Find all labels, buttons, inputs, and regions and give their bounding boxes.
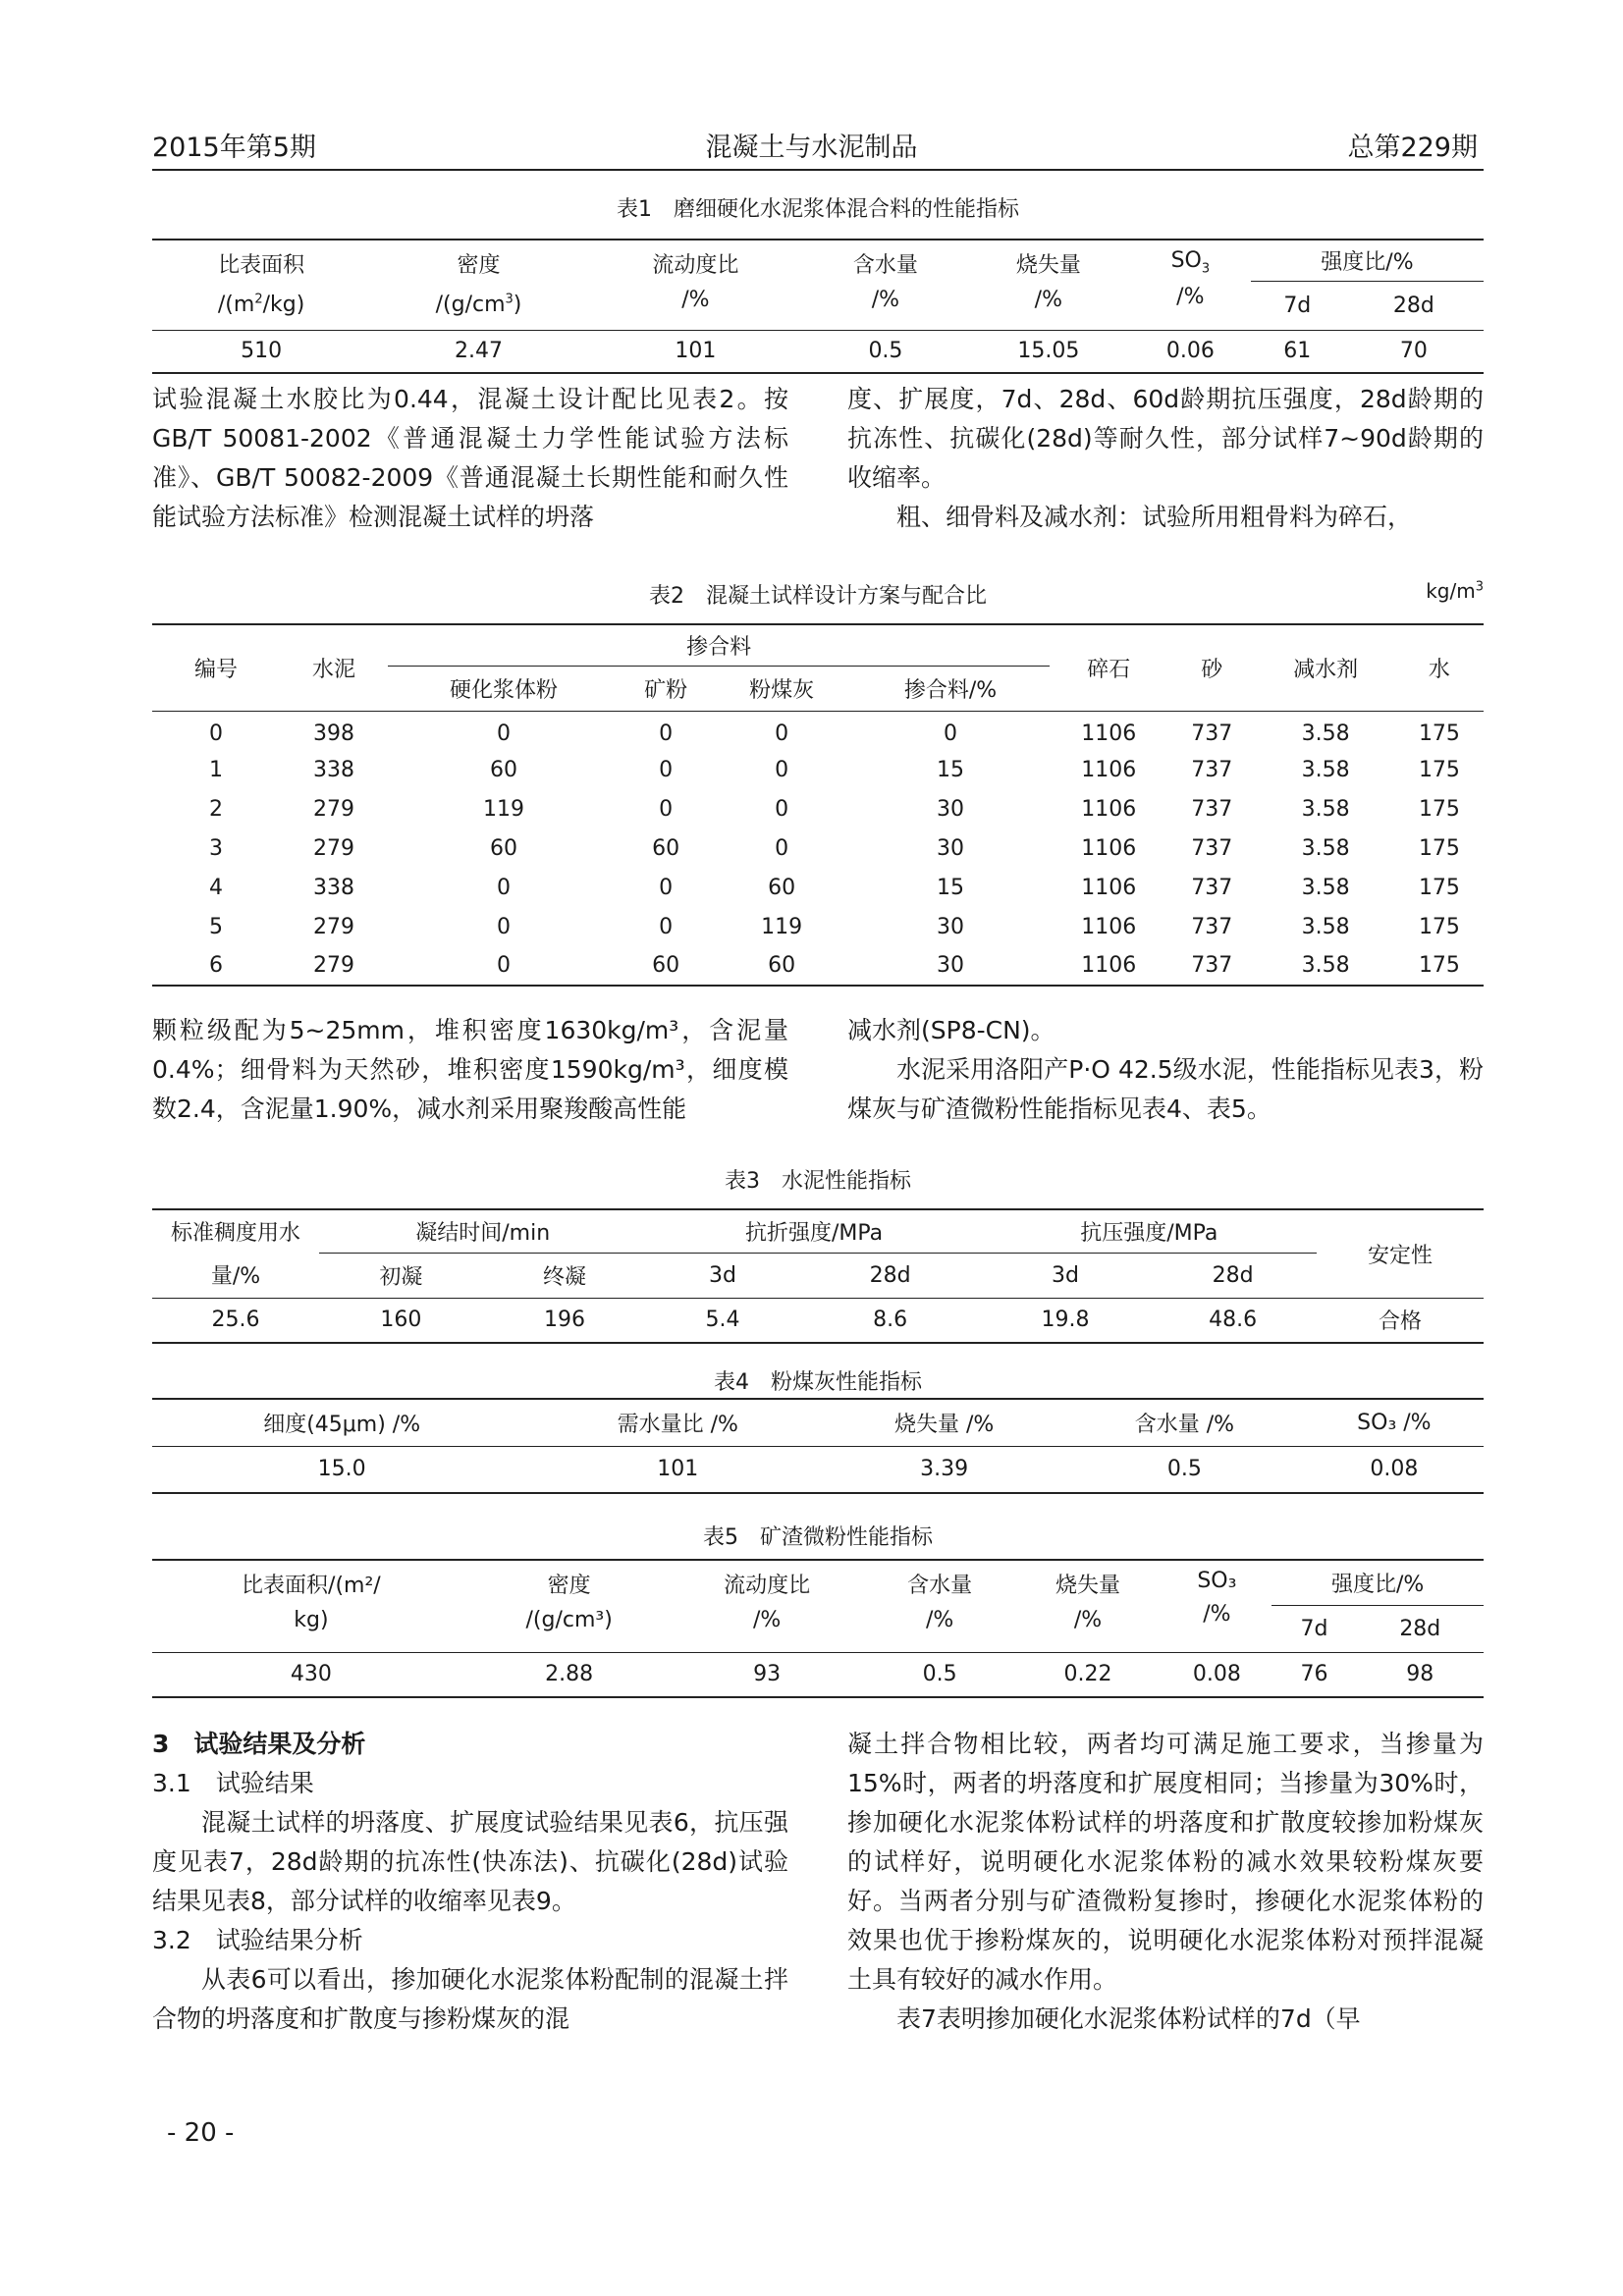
t5-h: 流动度比 /% — [724, 1574, 811, 1632]
t2-cell: 60 — [768, 875, 796, 900]
t3-h-sub: 初凝 — [379, 1264, 423, 1290]
t1-h-so3: $SO_3$ /% — [1170, 248, 1211, 310]
t1-row — [152, 330, 1484, 373]
t2-h: 硬化浆体粉 — [449, 677, 558, 703]
t4-cell: 0.5 — [1166, 1457, 1202, 1482]
t2-cell: 1 — [209, 757, 223, 782]
journal-issue: 2015年第5期 — [152, 133, 316, 163]
t3-cell: 196 — [544, 1308, 586, 1333]
table2-unit: $kg/m^3$ — [1426, 579, 1484, 603]
t2-cell: 0 — [496, 875, 511, 900]
t2-cell: 30 — [937, 953, 965, 978]
t4-cell: 3.39 — [920, 1457, 969, 1482]
section3-left: 3 试验结果及分析 3.1 试验结果 混凝土试样的坍落度、扩展度试验结果见表6，抗压强度见表7，28d龄期的抗冻性(快冻法)、抗碳化(28d)试验结果见表8，部分试样的收缩率见表9。 3.2 试验结果分析 从表6可以看出，掺加硬化水泥浆体粉配制的混凝土拌合物的坍落度和扩散度与掺粉煤灰的混 — [152, 1725, 788, 2039]
page-number: - 20 - — [167, 2118, 235, 2148]
t3-h-sub: 3d — [1051, 1262, 1079, 1288]
t5-row — [152, 1652, 1484, 1697]
t2-cell: 0 — [659, 914, 674, 939]
t2-cell: 30 — [937, 835, 965, 861]
t2-cell: 3.58 — [1301, 721, 1350, 746]
t2-cell: 0 — [496, 953, 511, 978]
t3-row — [152, 1298, 1484, 1343]
t5-cell: 0.5 — [922, 1662, 957, 1687]
t2-h: 水 — [1428, 657, 1450, 682]
subsection-heading: 3.2 试验结果分析 — [152, 1926, 363, 1954]
t1-h-density: 密度 $/(g/cm^3)$ — [435, 253, 522, 318]
t5-cell: 76 — [1300, 1662, 1328, 1687]
t3-h-sub: 终凝 — [543, 1264, 587, 1290]
t3-cell: 48.6 — [1209, 1308, 1258, 1333]
table2-body — [152, 711, 1484, 986]
t2-cell: 175 — [1418, 796, 1460, 822]
t4-h: SO₃ /% — [1357, 1410, 1432, 1435]
t2-cell: 398 — [313, 721, 354, 746]
table5-caption: 表5 矿渣微粉性能指标 — [703, 1525, 933, 1550]
t2-cell: 1106 — [1081, 914, 1137, 939]
t5-cell: 93 — [753, 1662, 782, 1687]
t2-cell: 737 — [1191, 721, 1233, 746]
t4-h: 细度(45μm) /% — [263, 1412, 421, 1437]
t3-cell: 19.8 — [1041, 1308, 1090, 1333]
t2-cell: 0 — [659, 757, 674, 782]
t3-h-sub: 28d — [1212, 1262, 1254, 1288]
t2-h: 矿粉 — [644, 677, 688, 703]
text2-left: 颗粒级配为5~25mm，堆积密度1630kg/m³，含泥量0.4%；细骨料为天然砂，堆积密度1590kg/m³，细度模数2.4，含泥量1.90%，减水剂采用聚羧酸高性能 — [152, 1016, 788, 1123]
t2-cell: 338 — [313, 875, 354, 900]
t4-cell: 0.08 — [1370, 1457, 1419, 1482]
t3-cell: 5.4 — [705, 1308, 740, 1333]
t2-cell: 338 — [313, 757, 354, 782]
t5-h: 密度 /(g/cm³) — [525, 1574, 613, 1632]
t2-cell: 1106 — [1081, 796, 1137, 822]
t1-cell: 0.06 — [1165, 339, 1215, 364]
table-row — [152, 750, 1484, 789]
t2-cell: 3.58 — [1301, 835, 1350, 861]
t2-cell: 0 — [944, 721, 958, 746]
section3-right: 凝土拌合物相比较，两者均可满足施工要求，当掺量为15%时，两者的坍落度和扩展度相同；当掺量为30%时，掺加硬化水泥浆体粉试样的坍落度和扩散度较掺加粉煤灰的试样好，说明硬化水泥浆体粉的减水效果较粉煤灰要好。当两者分别与矿渣微粉复掺时，掺硬化水泥浆体粉的效果也优于掺粉煤灰的，说明硬化水泥浆体粉对预拌混凝土具有较好的减水作用。 表7表明掺加硬化水泥浆体粉试样的7d（早 — [847, 1730, 1484, 2033]
t2-cell: 3 — [209, 835, 223, 861]
t3-cell: 合格 — [1378, 1309, 1422, 1335]
t2-cell: 0 — [775, 721, 789, 746]
t2-cell: 175 — [1418, 757, 1460, 782]
text2-right: 减水剂(SP8-CN)。 水泥采用洛阳产P·O 42.5级水泥，性能指标见表3，粉煤灰与矿渣微粉性能指标见表4、表5。 — [847, 1016, 1484, 1123]
t2-cell: 175 — [1418, 875, 1460, 900]
t2-cell: 737 — [1191, 835, 1233, 861]
t2-cell: 737 — [1191, 757, 1233, 782]
t2-h-group: 掺合料 — [388, 624, 1050, 666]
table4-caption: 表4 粉煤灰性能指标 — [714, 1370, 922, 1395]
t2-cell: 15 — [937, 875, 965, 900]
t2-cell: 0 — [496, 721, 511, 746]
t2-h: 掺合料/% — [903, 677, 998, 703]
t1-cell: 101 — [675, 339, 717, 364]
table2-caption: 表2 混凝土试样设计方案与配合比 — [649, 584, 987, 609]
t5-cell: 0.22 — [1063, 1662, 1112, 1687]
t2-cell: 60 — [652, 835, 680, 861]
t2-cell: 0 — [659, 721, 674, 746]
t2-cell: 175 — [1418, 721, 1460, 746]
t2-h: 减水剂 — [1293, 657, 1359, 682]
t5-h: 含水量 /% — [907, 1574, 973, 1632]
t3-h-consistency: 标准稠度用水 — [170, 1221, 300, 1246]
t2-cell: 119 — [761, 914, 803, 939]
t4-row — [152, 1446, 1484, 1493]
t3-h-soundness: 安定性 — [1367, 1243, 1433, 1268]
t2-cell: 279 — [313, 953, 354, 978]
t2-cell: 1106 — [1081, 953, 1137, 978]
t2-cell: 175 — [1418, 914, 1460, 939]
section-heading: 3 试验结果及分析 — [152, 1730, 366, 1758]
t3-h-sub: 3d — [708, 1262, 736, 1288]
t5-cell: 2.88 — [545, 1662, 594, 1687]
t2-h: 编号 — [193, 657, 238, 682]
t3-h-flexural: 抗折强度/MPa — [646, 1209, 981, 1253]
table-row — [152, 828, 1484, 868]
t2-cell: 60 — [489, 835, 517, 861]
table3-caption: 表3 水泥性能指标 — [725, 1169, 911, 1194]
t5-h: 烧失量 /% — [1055, 1574, 1121, 1632]
t3-h-compressive: 抗压强度/MPa — [982, 1209, 1317, 1253]
t2-cell: 737 — [1191, 875, 1233, 900]
t5-cell: 98 — [1406, 1662, 1434, 1687]
t2-h: 碎石 — [1087, 657, 1131, 682]
t4-cell: 101 — [657, 1457, 699, 1482]
t2-cell: 737 — [1191, 953, 1233, 978]
t2-cell: 0 — [775, 757, 789, 782]
t2-cell: 0 — [659, 796, 674, 822]
t2-cell: 60 — [652, 953, 680, 978]
subsection-heading: 3.1 试验结果 — [152, 1769, 314, 1797]
table-row — [152, 946, 1484, 986]
t2-cell: 3.58 — [1301, 796, 1350, 822]
t2-cell: 1106 — [1081, 757, 1137, 782]
t5-cell: 0.08 — [1192, 1662, 1241, 1687]
t2-cell: 3.58 — [1301, 953, 1350, 978]
t2-cell: 3.58 — [1301, 757, 1350, 782]
t1-cell: 2.47 — [455, 339, 503, 364]
t2-cell: 60 — [768, 953, 796, 978]
t1-h-28d: 28d — [1392, 293, 1434, 318]
table-row — [152, 868, 1484, 907]
t2-cell: 6 — [209, 953, 223, 978]
header-rule — [152, 169, 1484, 171]
t1-cell: 0.5 — [868, 339, 903, 364]
t2-cell: 1106 — [1081, 721, 1137, 746]
t1-h-7d: 7d — [1283, 293, 1312, 318]
text1-right: 度、扩展度，7d、28d、60d龄期抗压强度，28d龄期的抗冻性、抗碳化(28d)等耐久性，部分试样7~90d龄期的收缩率。 粗、细骨料及减水剂：试验所用粗骨料为碎石， — [847, 385, 1484, 531]
t1-cell: 510 — [241, 339, 283, 364]
t5-h-7d: 7d — [1300, 1616, 1328, 1641]
t2-h: 粉煤灰 — [749, 677, 815, 703]
t2-h: 水泥 — [311, 657, 355, 682]
t2-cell: 3.58 — [1301, 914, 1350, 939]
t2-cell: 5 — [209, 914, 223, 939]
t2-cell: 279 — [313, 835, 354, 861]
table-row — [152, 711, 1484, 750]
t1-h-ssa: 比表面积 $/(m^2/kg)$ — [217, 253, 305, 318]
table3 — [152, 1208, 1484, 1344]
table4 — [152, 1398, 1484, 1494]
t1-h-water: 含水量 /% — [852, 253, 918, 312]
t4-h: 需水量比 /% — [617, 1412, 738, 1437]
t2-cell: 279 — [313, 914, 354, 939]
journal-title: 混凝土与水泥制品 — [705, 133, 918, 163]
table-row — [152, 789, 1484, 828]
t3-cell: 25.6 — [211, 1308, 260, 1333]
t2-cell: 0 — [496, 914, 511, 939]
t2-cell: 737 — [1191, 796, 1233, 822]
t2-cell: 737 — [1191, 914, 1233, 939]
table2 — [152, 623, 1484, 987]
t5-cell: 430 — [290, 1662, 332, 1687]
t2-cell: 0 — [775, 796, 789, 822]
t2-cell: 3.58 — [1301, 875, 1350, 900]
t3-cell: 8.6 — [873, 1308, 908, 1333]
t1-cell: 61 — [1283, 339, 1312, 364]
t2-cell: 0 — [209, 721, 223, 746]
t5-h-28d: 28d — [1399, 1616, 1441, 1641]
text1-left: 试验混凝土水胶比为0.44，混凝土设计配比见表2。按GB/T 50081-2002《普通混凝土力学性能试验方法标准》、GB/T 50082-2009《普通混凝土长期性能和耐久性能试验方法标准》检测混凝土试样的坍落 — [152, 385, 788, 531]
t3-cell: 160 — [380, 1308, 422, 1333]
t3-h-setting: 凝结时间/min — [319, 1209, 646, 1253]
table1 — [152, 239, 1484, 374]
t1-cell: 70 — [1399, 339, 1428, 364]
t2-cell: 0 — [659, 875, 674, 900]
t2-cell: 1106 — [1081, 875, 1137, 900]
t2-cell: 2 — [209, 796, 223, 822]
t2-h: 砂 — [1201, 657, 1223, 682]
t5-h: SO₃ /% — [1197, 1569, 1237, 1627]
t2-cell: 30 — [937, 914, 965, 939]
table5 — [152, 1559, 1484, 1698]
table1-caption: 表1 磨细硬化水泥浆体混合料的性能指标 — [617, 197, 1019, 222]
t1-h-strength: 强度比/% — [1251, 240, 1484, 281]
t2-cell: 279 — [313, 796, 354, 822]
t2-cell: 15 — [937, 757, 965, 782]
t2-cell: 60 — [489, 757, 517, 782]
t3-h-sub: 28d — [869, 1262, 911, 1288]
t1-h-loi: 烧失量 /% — [1015, 253, 1081, 312]
t3-h-consistency-unit: 量/% — [210, 1264, 261, 1290]
t2-cell: 175 — [1418, 835, 1460, 861]
t5-h-strength: 强度比/% — [1271, 1560, 1484, 1605]
total-issue: 总第229期 — [1347, 133, 1478, 163]
t4-cell: 15.0 — [317, 1457, 366, 1482]
t2-cell: 175 — [1418, 953, 1460, 978]
t2-cell: 119 — [482, 796, 524, 822]
t4-h: 烧失量 /% — [893, 1412, 995, 1437]
t2-cell: 30 — [937, 796, 965, 822]
t1-h-flow: 流动度比 /% — [652, 253, 739, 312]
t2-cell: 0 — [775, 835, 789, 861]
t4-h: 含水量 /% — [1134, 1412, 1235, 1437]
t2-cell: 1106 — [1081, 835, 1137, 861]
t5-h: 比表面积/(m²/ kg) — [242, 1574, 381, 1632]
table-row — [152, 907, 1484, 946]
t2-cell: 4 — [209, 875, 223, 900]
t1-cell: 15.05 — [1017, 339, 1080, 364]
